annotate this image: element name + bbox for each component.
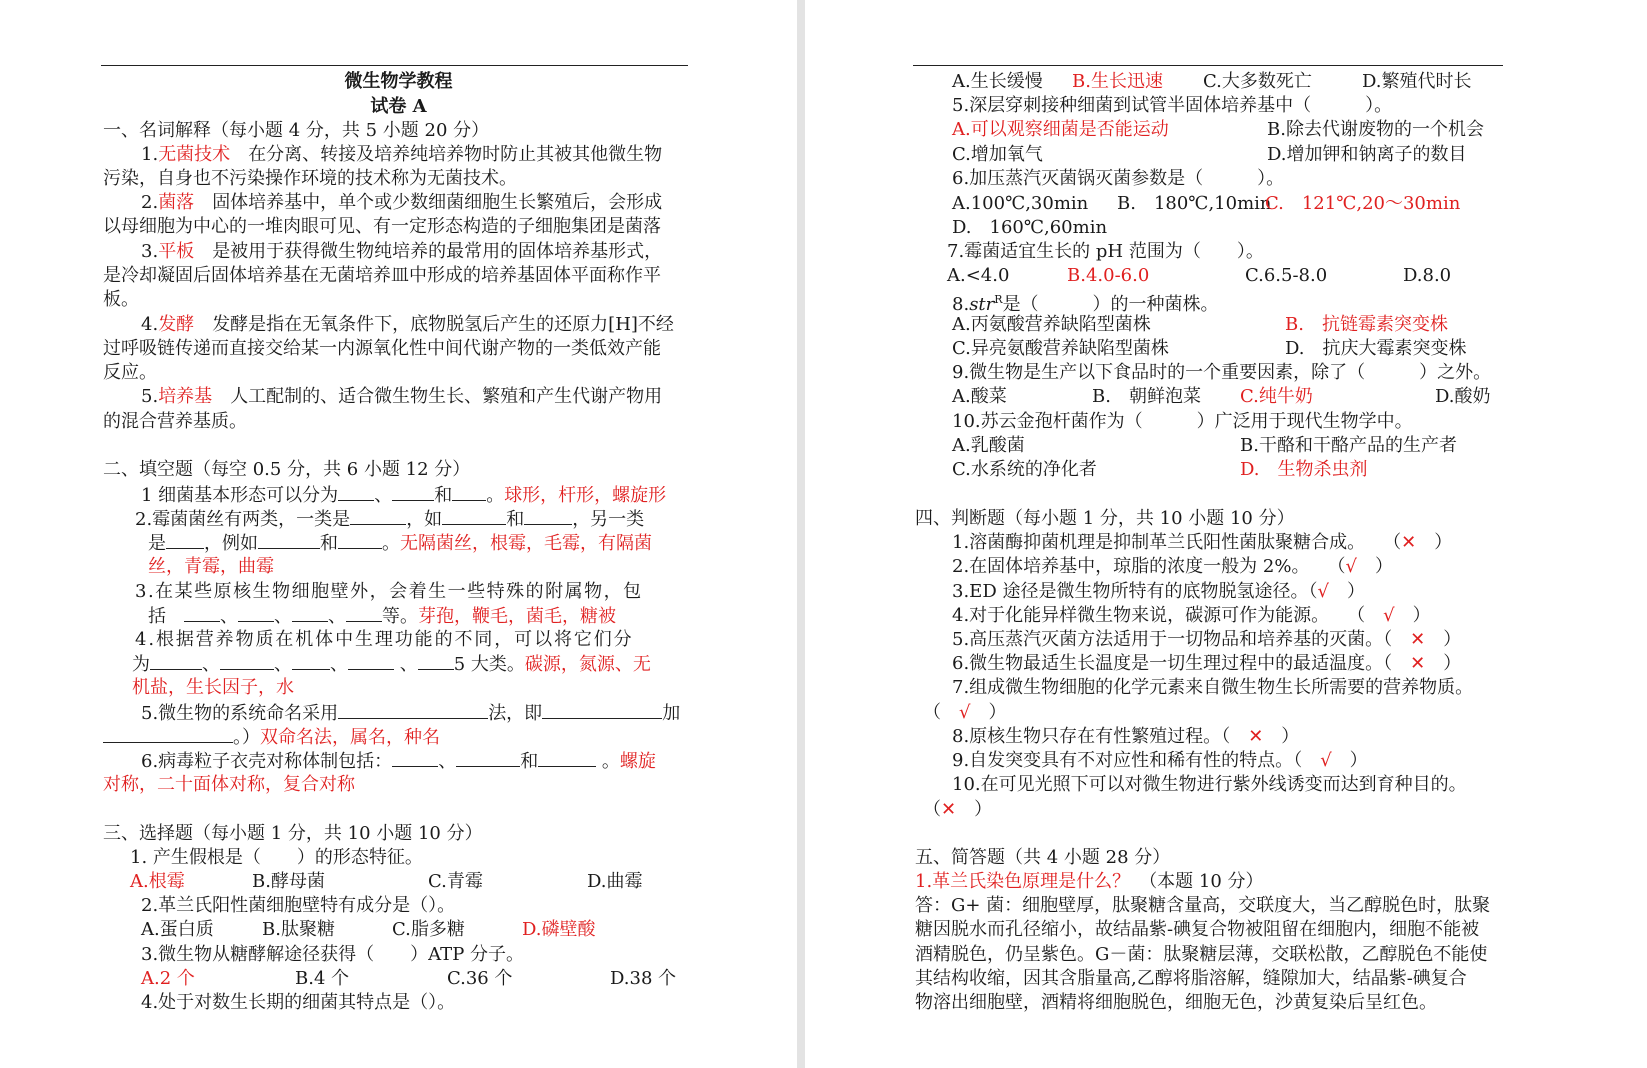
fill-q5: 5.微生物的系统命名采用 法，即 加 bbox=[141, 703, 681, 724]
short-q1: 1.革兰氏染色原理是什么？ （本题 10 分） bbox=[915, 871, 1264, 892]
choice-q1-c: C.青霉 bbox=[428, 871, 483, 892]
choice-q6-a: A.100℃,30min bbox=[952, 193, 1089, 214]
choice-q1-d: D.曲霉 bbox=[587, 871, 643, 892]
exam-page-right bbox=[805, 0, 1647, 1068]
judge-2: 2.在固体培养基中，琼脂的浓度一般为 2%。 （√ ） bbox=[952, 556, 1393, 577]
choice-q5-d: D.增加钾和钠离子的数目 bbox=[1267, 144, 1467, 165]
choice-q10-c: C.水系统的净化者 bbox=[952, 459, 1097, 480]
choice-q5-a: A.可以观察细菌是否能运动 bbox=[952, 119, 1169, 140]
judge-6: 6.微生物最适生长温度是一切生理过程中的最适温度。（ ✕ ） bbox=[952, 653, 1462, 674]
choice-q1: 1. 产生假根是（ ）的形态特征。 bbox=[130, 847, 423, 868]
choice-q7-b: B.4.0-6.0 bbox=[1067, 265, 1150, 286]
choice-q2-b: B.肽聚糖 bbox=[262, 919, 335, 940]
header-rule bbox=[101, 65, 688, 66]
fill-q4: 4.根据营养物质在机体中生理功能的不同，可以将它们分 bbox=[135, 629, 634, 650]
judge-7-mark: （ √ ） bbox=[923, 702, 1007, 723]
judge-4: 4.对于化能异样微生物来说，碳源可作为能源。 （ √ ） bbox=[952, 605, 1431, 626]
section3-heading: 三、选择题（每小题 1 分，共 10 小题 10 分） bbox=[103, 823, 483, 844]
fill-q2-answer-2: 丝，青霉，曲霉 bbox=[148, 556, 274, 577]
judge-1: 1.溶菌酶抑菌机理是抑制革兰氏阳性菌肽聚糖合成。 （✕ ） bbox=[952, 532, 1453, 553]
fill-q2: 2.霉菌菌丝有两类，一类是 ，如 和 ，另一类 bbox=[135, 509, 645, 530]
fill-q4-answer-2: 机盐，生长因子，水 bbox=[132, 677, 294, 698]
choice-q5-b: B.除去代谢废物的一个机会 bbox=[1267, 119, 1484, 140]
choice-q10-b: B.干酪和干酪产品的生产者 bbox=[1240, 435, 1457, 456]
choice-q7: 7.霉菌适宜生长的 pH 范围为（ ）。 bbox=[947, 241, 1264, 262]
term-2: 2.菌落 固体培养基中，单个或少数细菌细胞生长繁殖后，会形成 bbox=[141, 192, 663, 213]
choice-q8-c: C.异亮氨酸营养缺陷型菌株 bbox=[952, 338, 1169, 359]
choice-q8-b: B. 抗链霉素突变株 bbox=[1285, 314, 1448, 335]
choice-q8-a: A.丙氨酸营养缺陷型菌株 bbox=[952, 314, 1151, 335]
fill-q6-answer-2: 对称，二十面体对称，复合对称 bbox=[103, 774, 355, 795]
choice-q6-c: C. 121℃,20～30min bbox=[1265, 193, 1461, 214]
choice-q3-c: C.36 个 bbox=[447, 968, 513, 989]
choice-q4: 4.处于对数生长期的细菌其特点是（）。 bbox=[141, 992, 456, 1013]
exam-page-left bbox=[0, 0, 797, 1068]
choice-q9-b: B. 朝鲜泡菜 bbox=[1092, 386, 1201, 407]
section2-heading: 二、填空题（每空 0.5 分，共 6 小题 12 分） bbox=[103, 459, 471, 480]
fill-q5-line2: 。）双命名法，属名，种名 bbox=[103, 725, 440, 750]
choice-q2-c: C.脂多糖 bbox=[392, 919, 465, 940]
section4-heading: 四、判断题（每小题 1 分，共 10 小题 10 分） bbox=[915, 508, 1295, 529]
choice-q4-a: A.生长缓慢 bbox=[952, 71, 1043, 92]
page-gap bbox=[797, 0, 805, 1068]
term-1-line2: 污染，自身也不污染操作环境的技术称为无菌技术。 bbox=[103, 168, 517, 189]
fill-q1: 1 细菌基本形态可以分为 、 和 。球形，杆形，螺旋形 bbox=[141, 485, 667, 506]
choice-q3-d: D.38 个 bbox=[610, 968, 677, 989]
term-2-line2: 以母细胞为中心的一堆肉眼可见、有一定形态构造的子细胞集团是菌落 bbox=[103, 216, 661, 237]
judge-9: 9.自发突变具有不对应性和稀有性的特点。（ √ ） bbox=[952, 750, 1368, 771]
choice-q9-c: C.纯牛奶 bbox=[1240, 386, 1313, 407]
choice-q2: 2.革兰氏阳性菌细胞壁特有成分是（）。 bbox=[141, 895, 456, 916]
fill-q2-line2: 是 ，例如 和 。无隔菌丝，根霉，毛霉，有隔菌 bbox=[148, 533, 652, 554]
choice-q6: 6.加压蒸汽灭菌锅灭菌参数是（ ）。 bbox=[952, 168, 1285, 189]
judge-8: 8.原核生物只存在有性繁殖过程。（ ✕ ） bbox=[952, 726, 1300, 747]
fill-q3-line2: 括 、 、 、 等。芽孢，鞭毛，菌毛，糖被 bbox=[148, 606, 616, 627]
short-q1-answer-2: 糖因脱水而孔径缩小，故结晶紫-碘复合物被阻留在细胞内，细胞不能被 bbox=[915, 919, 1480, 940]
choice-q4-c: C.大多数死亡 bbox=[1203, 71, 1312, 92]
term-4-line2: 过呼吸链传递而直接交给某一内源氧化性中间代谢产物的一类低效产能 bbox=[103, 338, 661, 359]
fill-q6: 6.病毒粒子衣壳对称体制包括： 、 和 。螺旋 bbox=[141, 751, 656, 772]
term-1: 1.无菌技术 在分离、转接及培养纯培养物时防止其被其他微生物 bbox=[141, 144, 663, 165]
choice-q1-b: B.酵母菌 bbox=[252, 871, 325, 892]
choice-q4-b: B.生长迅速 bbox=[1072, 71, 1163, 92]
choice-q9: 9.微生物是生产以下食品时的一个重要因素，除了（ ）之外。 bbox=[952, 362, 1492, 383]
choice-q5-c: C.增加氧气 bbox=[952, 144, 1043, 165]
section1-heading: 一、名词解释（每小题 4 分，共 5 小题 20 分） bbox=[103, 120, 490, 141]
term-4-line3: 反应。 bbox=[103, 362, 157, 383]
term-3-line3: 板。 bbox=[103, 289, 139, 310]
choice-q7-c: C.6.5-8.0 bbox=[1245, 265, 1328, 286]
term-3: 3.平板 是被用于获得微生物纯培养的最常用的固体培养基形式， bbox=[141, 241, 663, 262]
choice-q3-b: B.4 个 bbox=[295, 968, 350, 989]
section5-heading: 五、简答题（共 4 小题 28 分） bbox=[915, 847, 1171, 868]
choice-q10: 10.苏云金孢杆菌作为（ ）广泛用于现代生物学中。 bbox=[952, 411, 1413, 432]
judge-10: 10.在可见光照下可以对微生物进行紫外线诱变而达到育种目的。 bbox=[952, 774, 1467, 795]
judge-3: 3.ED 途径是微生物所特有的底物脱氢途径。（√ ） bbox=[952, 581, 1365, 602]
choice-q2-d: D.磷壁酸 bbox=[522, 919, 596, 940]
choice-q10-d: D. 生物杀虫剂 bbox=[1240, 459, 1368, 480]
term-5-line2: 的混合营养基质。 bbox=[103, 411, 247, 432]
choice-q7-d: D.8.0 bbox=[1403, 265, 1452, 286]
judge-5: 5.高压蒸汽灭菌方法适用于一切物品和培养基的灭菌。（ ✕ ） bbox=[952, 629, 1462, 650]
choice-q8-d: D. 抗庆大霉素突变株 bbox=[1285, 338, 1467, 359]
choice-q4-d: D.繁殖代时长 bbox=[1362, 71, 1472, 92]
fill-q4-line2: 为 、 、 、 、 5 大类。碳源，氮源、无 bbox=[132, 654, 651, 675]
exam-title: 微生物学教程 bbox=[344, 71, 453, 92]
header-rule-right bbox=[913, 65, 1503, 66]
choice-q6-d: D. 160℃,60min bbox=[952, 217, 1108, 238]
choice-q7-a: A.<4.0 bbox=[947, 265, 1010, 286]
short-q1-answer-3: 酒精脱色，仍呈紫色。G－菌：肽聚糖层薄，交联松散，乙醇脱色不能使 bbox=[915, 944, 1488, 965]
choice-q8: 8.str$^R$是（ ）的一种菌株。 bbox=[952, 293, 1219, 315]
term-3-line2: 是冷却凝固后固体培养基在无菌培养皿中形成的培养基固体平面称作平 bbox=[103, 265, 661, 286]
short-q1-answer-4: 其结构收缩，因其含脂量高,乙醇将脂溶解，缝隙加大，结晶紫-碘复合 bbox=[915, 968, 1467, 989]
term-4: 4.发酵 发酵是指在无氧条件下，底物脱氢后产生的还原力[H]不经 bbox=[141, 314, 674, 335]
term-5: 5.培养基 人工配制的、适合微生物生长、繁殖和产生代谢产物用 bbox=[141, 386, 663, 407]
choice-q2-a: A.蛋白质 bbox=[141, 919, 214, 940]
short-q1-answer-5: 物溶出细胞壁，酒精将细胞脱色，细胞无色，沙黄复染后呈红色。 bbox=[915, 992, 1437, 1013]
judge-10-mark: （✕ ） bbox=[923, 799, 993, 820]
fill-q3: 3.在某些原核生物细胞壁外，会着生一些特殊的附属物，包 bbox=[135, 581, 643, 602]
choice-q3-a: A.2 个 bbox=[141, 968, 195, 989]
judge-7: 7.组成微生物细胞的化学元素来自微生物生长所需要的营养物质。 bbox=[952, 677, 1474, 698]
choice-q1-a: A.根霉 bbox=[130, 871, 185, 892]
short-q1-answer-1: 答：G+ 菌：细胞壁厚，肽聚糖含量高，交联度大，当乙醇脱色时，肽聚 bbox=[915, 895, 1491, 916]
exam-subtitle: 试卷 A bbox=[370, 96, 427, 117]
choice-q6-b: B. 180℃,10min bbox=[1117, 193, 1272, 214]
choice-q9-d: D.酸奶 bbox=[1435, 386, 1491, 407]
choice-q3: 3.微生物从糖酵解途径获得（ ）ATP 分子。 bbox=[141, 944, 525, 965]
choice-q9-a: A.酸菜 bbox=[952, 386, 1007, 407]
choice-q10-a: A.乳酸菌 bbox=[952, 435, 1025, 456]
choice-q5: 5.深层穿刺接种细菌到试管半固体培养基中（ ）。 bbox=[952, 95, 1393, 116]
